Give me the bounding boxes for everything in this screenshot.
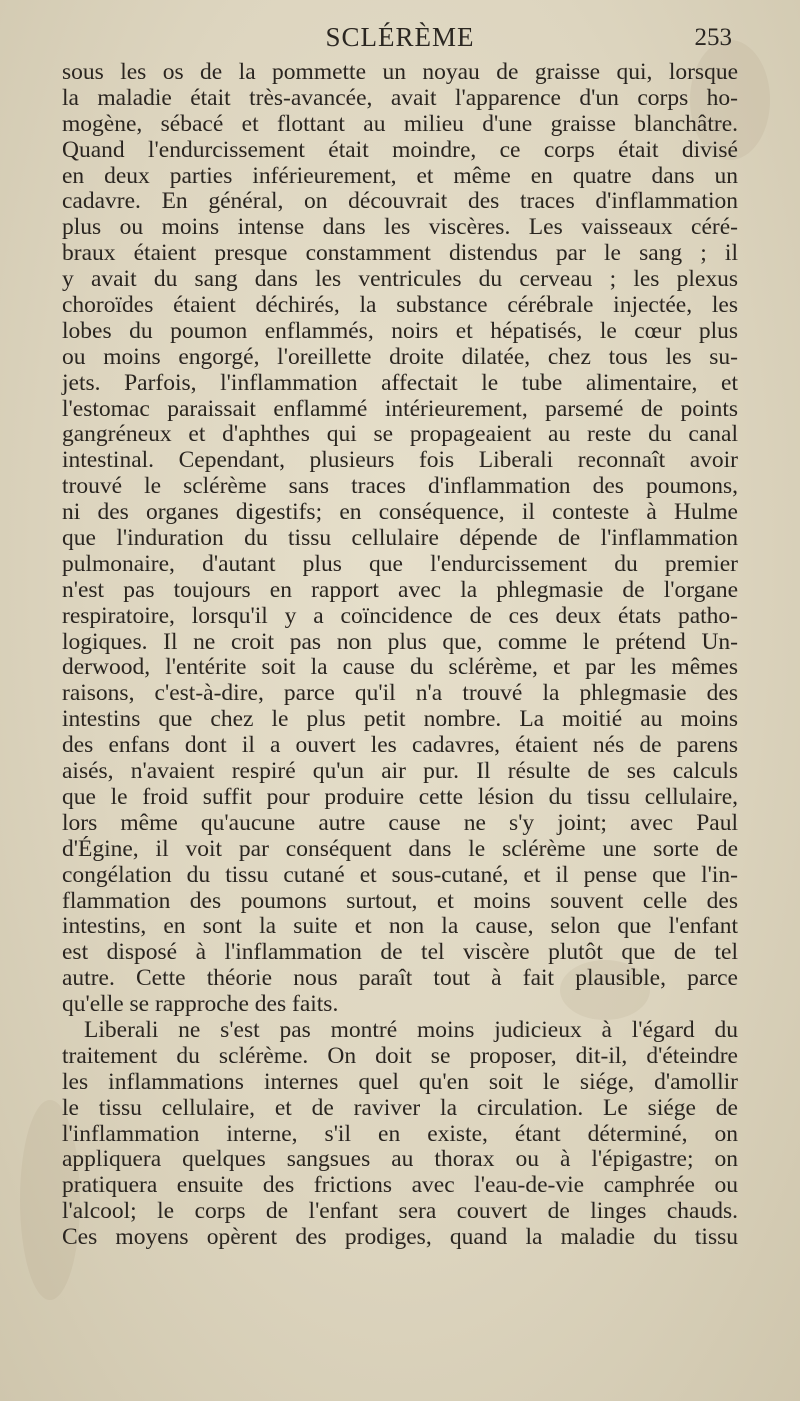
text-line: est disposé à l'inflammation de tel viscère plutôt que de tel xyxy=(62,939,738,966)
text-line: gangréneux et d'aphthes qui se propageaient au reste du canal xyxy=(62,421,738,448)
text-line: lors même qu'aucune autre cause ne s'y joint; avec Paul xyxy=(62,809,738,836)
text-line: pratiquera ensuite des frictions avec l'eau-de-vie camphrée ou xyxy=(62,1172,738,1199)
text-line: d'Égine, il voit par conséquent dans le sclérème une sorte de xyxy=(62,835,738,862)
text-line: Liberali ne s'est pas montré moins judicieux à l'égard du xyxy=(84,1016,738,1043)
page-header xyxy=(60,22,740,58)
text-line: cadavre. En général, on découvrait des traces d'inflammation xyxy=(62,188,738,215)
text-line: lobes du poumon enflammés, noirs et hépatisés, le cœur plus xyxy=(62,317,738,344)
text-line: ni des organes digestifs; en conséquence, il conteste à Hulme xyxy=(62,499,738,526)
text-line: que le froid suffit pour produire cette lésion du tissu cellulaire, xyxy=(62,783,738,810)
text-line: congélation du tissu cutané et sous-cutané, et il pense que l'in- xyxy=(62,861,738,888)
text-line: la maladie était très-avancée, avait l'apparence d'un corps ho- xyxy=(62,84,738,111)
text-line: jets. Parfois, l'inflammation affectait le tube alimentaire, et xyxy=(62,369,738,396)
text-line: y avait du sang dans les ventricules du cerveau ; les plexus xyxy=(62,266,738,293)
text-line: intestins, en sont la suite et non la cause, selon que l'enfant xyxy=(62,913,738,940)
text-line: sous les os de la pommette un noyau de graisse qui, lorsque xyxy=(62,59,738,85)
text-line: que l'induration du tissu cellulaire dépende de l'inflammation xyxy=(62,525,738,552)
text-line: plus ou moins intense dans les viscères. Les vaisseaux céré- xyxy=(62,214,738,241)
text-line: intestinal. Cependant, plusieurs fois Liberali reconnaît avoir xyxy=(62,447,738,474)
text-line: n'est pas toujours en rapport avec la phlegmasie de l'organe xyxy=(62,576,738,603)
text-line: logiques. Il ne croit pas non plus que, comme le prétend Un- xyxy=(62,628,738,655)
text-line: raisons, c'est-à-dire, parce qu'il n'a trouvé la phlegmasie des xyxy=(62,680,738,707)
text-line: qu'elle se rapproche des faits. xyxy=(62,991,339,1018)
text-line: pulmonaire, d'autant plus que l'endurcissement du premier xyxy=(62,550,738,577)
text-line: traitement du sclérème. On doit se proposer, dit-il, d'éteindre xyxy=(62,1042,738,1069)
text-line: l'alcool; le corps de l'enfant sera couvert de linges chauds. xyxy=(62,1198,738,1225)
running-title: SCLÉRÈME xyxy=(325,22,475,52)
text-line: ou moins engorgé, l'oreillette droite dilatée, chez tous les su- xyxy=(62,343,738,370)
text-line: flammation des poumons surtout, et moins souvent celle des xyxy=(62,887,738,914)
text-line: respiratoire, lorsqu'il y a coïncidence de ces deux états patho- xyxy=(62,602,738,629)
text-line: Quand l'endurcissement était moindre, ce corps était divisé xyxy=(62,136,738,163)
page-number: 253 xyxy=(694,24,732,51)
text-line: les inflammations internes quel qu'en soit le siége, d'amollir xyxy=(62,1068,738,1095)
body-text xyxy=(62,60,738,1251)
text-line: intestins que chez le plus petit nombre. La moitié au moins xyxy=(62,706,738,733)
text-line: choroïdes étaient déchirés, la substance cérébrale injectée, les xyxy=(62,292,738,319)
text-line: des enfans dont il a ouvert les cadavres, étaient nés de parens xyxy=(62,732,738,759)
text-line: en deux parties inférieurement, et même en quatre dans un xyxy=(62,162,738,189)
text-line: l'inflammation interne, s'il en existe, étant déterminé, on xyxy=(62,1120,738,1147)
text-line: mogène, sébacé et flottant au milieu d'une graisse blanchâtre. xyxy=(62,110,738,137)
text-line: trouvé le sclérème sans traces d'inflammation des poumons, xyxy=(62,473,738,500)
text-line: derwood, l'entérite soit la cause du sclérème, et par les mêmes xyxy=(62,654,738,681)
text-line: Ces moyens opèrent des prodiges, quand la maladie du tissu xyxy=(62,1224,738,1251)
text-line: braux étaient presque constamment distendus par le sang ; il xyxy=(62,240,738,267)
text-line: autre. Cette théorie nous paraît tout à fait plausible, parce xyxy=(62,965,738,992)
text-line: l'estomac paraissait enflammé intérieurement, parsemé de points xyxy=(62,395,738,422)
text-line: le tissu cellulaire, et de raviver la circulation. Le siége de xyxy=(62,1094,738,1121)
text-line: appliquera quelques sangsues au thorax ou à l'épigastre; on xyxy=(62,1146,738,1173)
text-line: aisés, n'avaient respiré qu'un air pur. Il résulte de ses calculs xyxy=(62,758,738,785)
